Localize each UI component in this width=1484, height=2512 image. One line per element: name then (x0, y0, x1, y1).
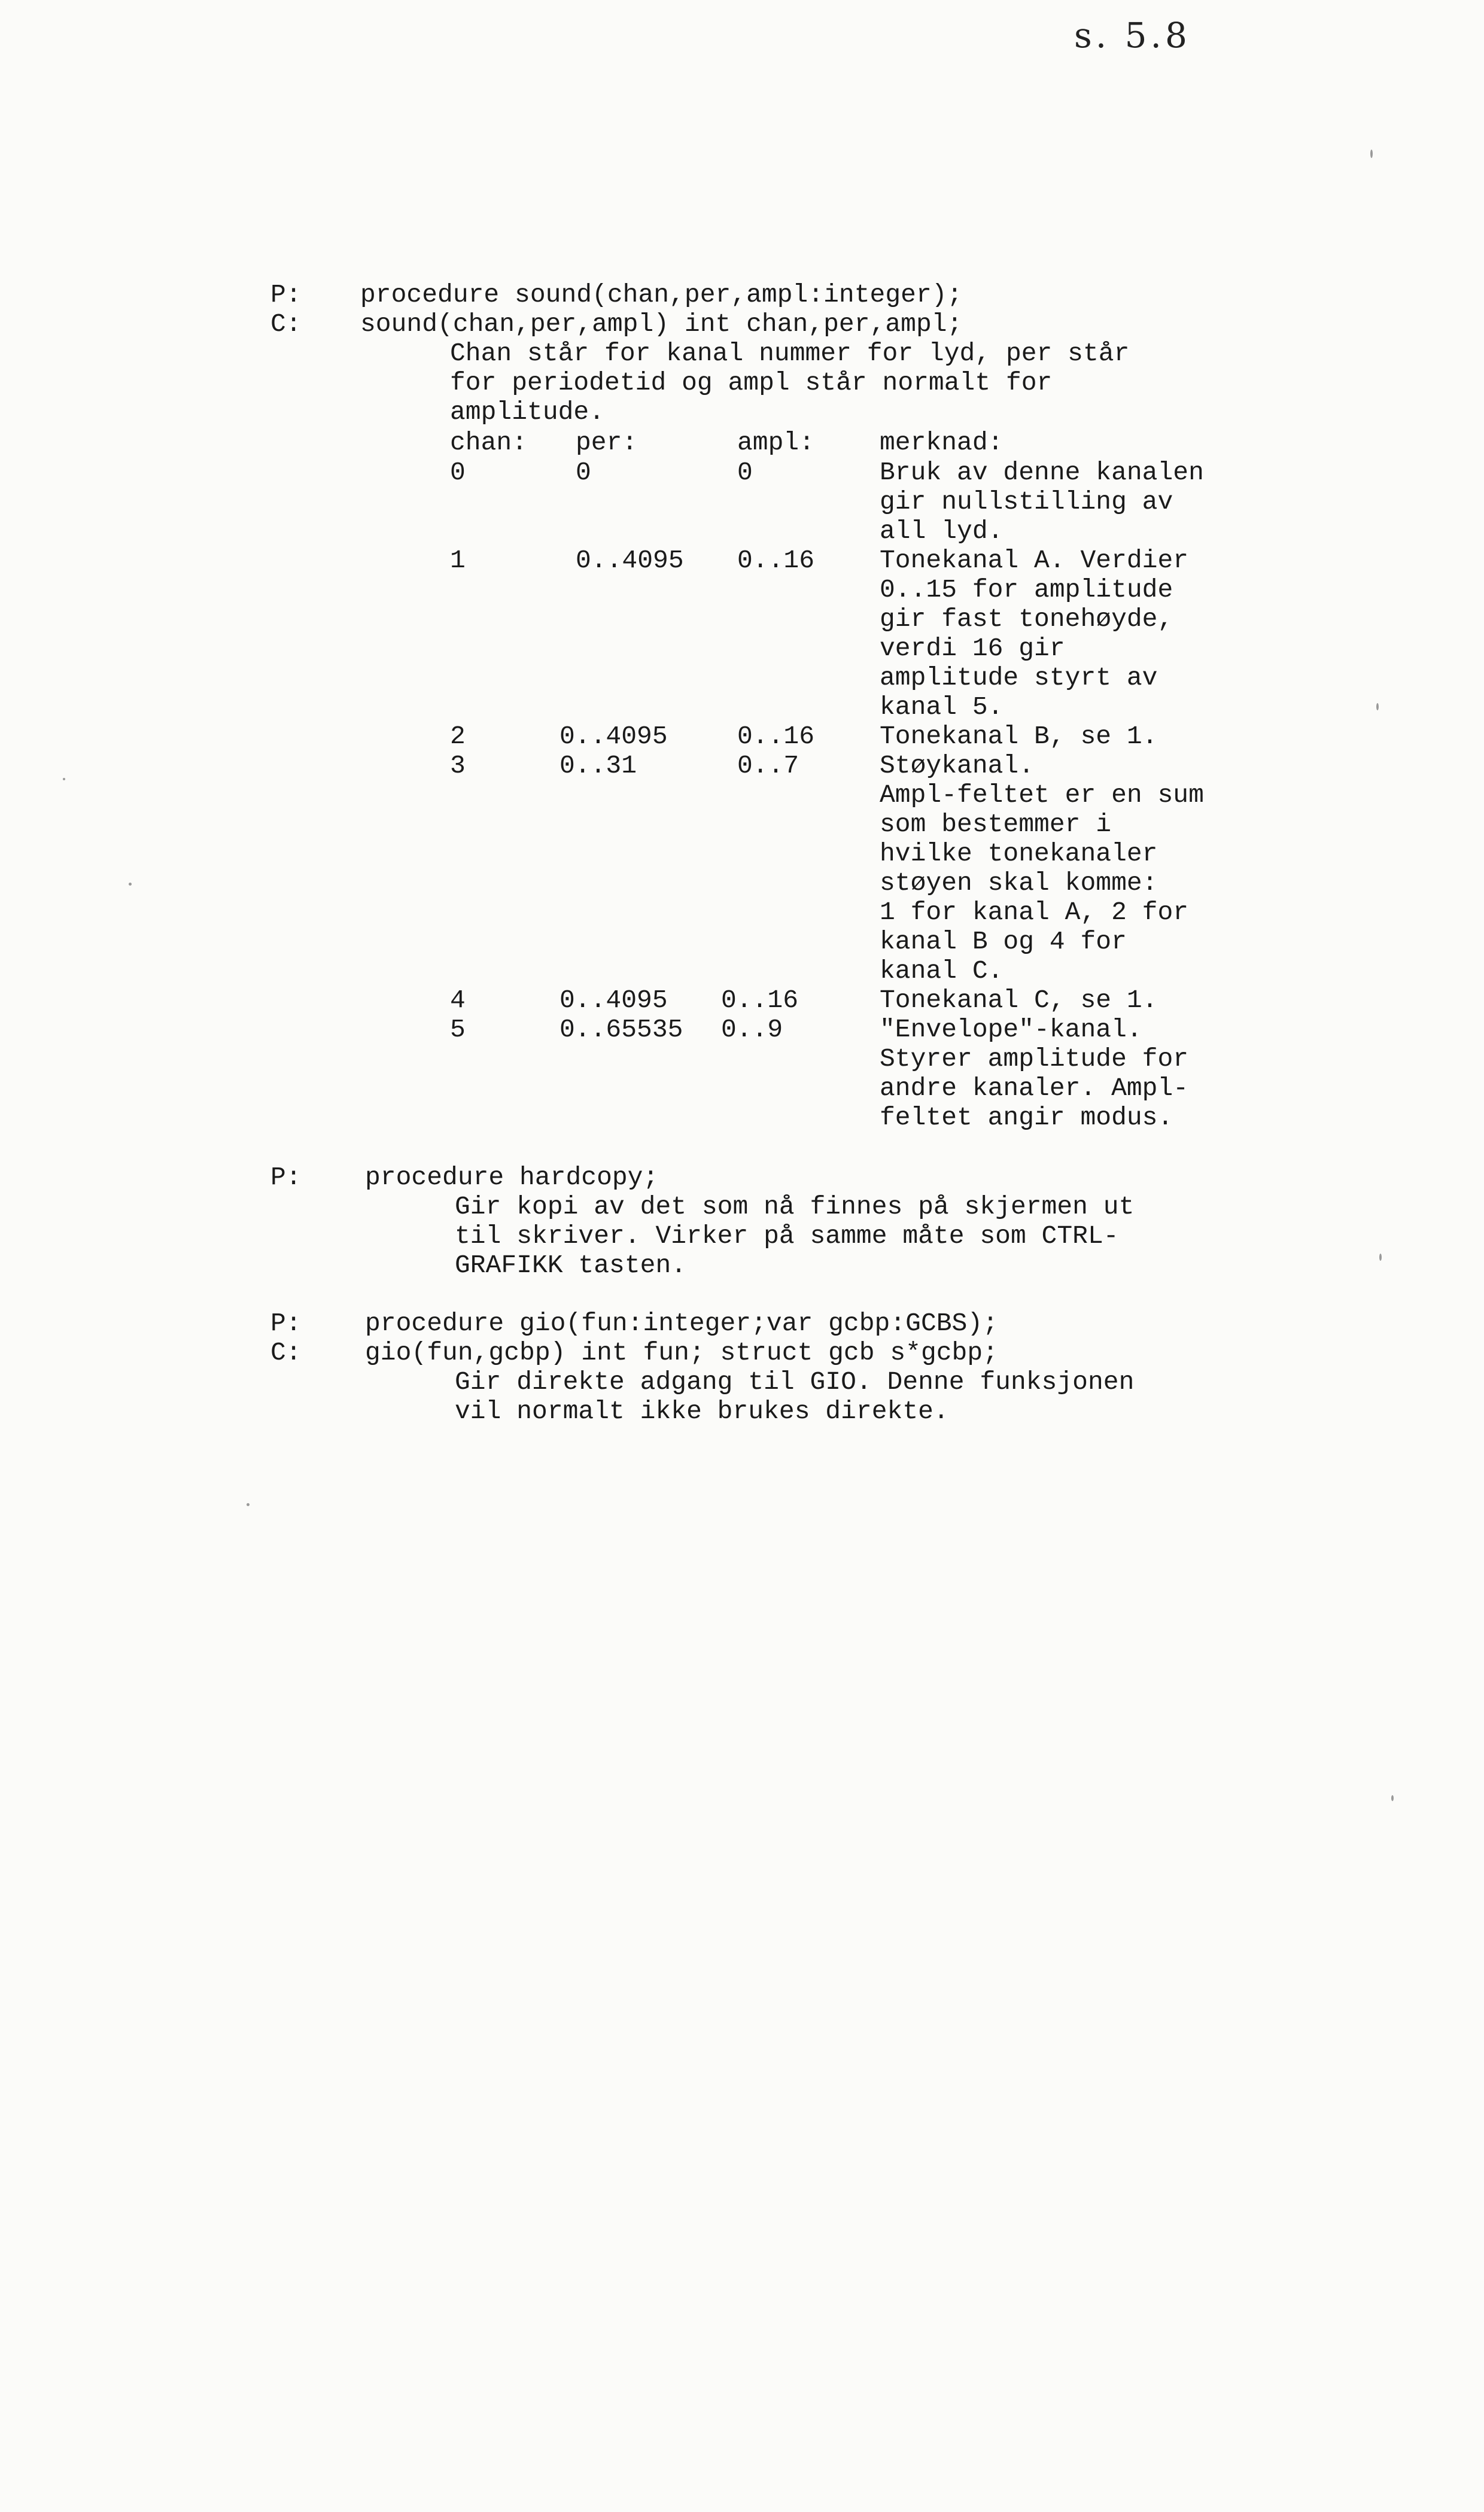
table-cell-note: feltet angir modus. (880, 1103, 1173, 1132)
sound-c-label: C: (270, 309, 302, 339)
hardcopy-pascal-signature: procedure hardcopy; (365, 1163, 659, 1192)
gio-pascal-label: P: (270, 1309, 302, 1338)
gio-description-line: Gir direkte adgang til GIO. Denne funksjonen (455, 1367, 1135, 1397)
table-cell-note: støyen skal komme: (880, 868, 1158, 898)
table-cell-per: 0..65535 (559, 1015, 683, 1044)
table-cell-note: Tonekanal B, se 1. (880, 722, 1158, 751)
hardcopy-description-line: GRAFIKK tasten. (455, 1251, 687, 1280)
table-cell-note: Bruk av denne kanalen (880, 458, 1204, 487)
table-cell-ampl: 0 (737, 458, 753, 487)
sound-pascal-label: P: (270, 280, 302, 309)
table-cell-ampl: 0..7 (737, 751, 799, 780)
table-cell-note: amplitude styrt av (880, 663, 1158, 692)
scan-speck (247, 1503, 250, 1506)
table-cell-note: Støykanal. (880, 751, 1035, 780)
page-number: s. 5.8 (1074, 15, 1191, 56)
column-header-note: merknad: (880, 428, 1003, 457)
table-cell-note: som bestemmer i (880, 810, 1112, 839)
scan-speck (1376, 703, 1379, 710)
table-cell-per: 0..31 (559, 751, 637, 780)
column-header-chan: chan: (450, 428, 528, 457)
table-cell-note: 0..15 for amplitude (880, 575, 1173, 604)
table-cell-note: gir fast tonehøyde, (880, 604, 1173, 634)
table-cell-chan: 0 (450, 458, 466, 487)
table-cell-note: kanal 5. (880, 692, 1003, 722)
table-cell-per: 0..4095 (559, 722, 668, 751)
gio-description-line: vil normalt ikke brukes direkte. (455, 1397, 949, 1426)
table-cell-chan: 2 (450, 722, 466, 751)
table-cell-note: Tonekanal C, se 1. (880, 986, 1158, 1015)
column-header-ampl: ampl: (737, 428, 815, 457)
table-cell-note: verdi 16 gir (880, 634, 1065, 663)
table-cell-note: 1 for kanal A, 2 for (880, 898, 1189, 927)
table-cell-note: andre kanaler. Ampl- (880, 1073, 1189, 1103)
table-cell-note: "Envelope"-kanal. (880, 1015, 1142, 1044)
sound-description-line: Chan står for kanal nummer for lyd, per står (450, 339, 1130, 368)
hardcopy-description-line: Gir kopi av det som nå finnes på skjermen ut (455, 1192, 1135, 1221)
table-cell-note: kanal C. (880, 956, 1003, 986)
table-cell-ampl: 0..9 (721, 1015, 783, 1044)
table-cell-chan: 5 (450, 1015, 466, 1044)
hardcopy-pascal-label: P: (270, 1163, 302, 1192)
table-cell-per: 0..4095 (576, 546, 684, 575)
table-cell-chan: 3 (450, 751, 466, 780)
table-cell-chan: 1 (450, 546, 466, 575)
hardcopy-description-line: til skriver. Virker på samme måte som CTRL- (455, 1221, 1119, 1251)
scan-speck (129, 883, 132, 886)
table-cell-note: Ampl-feltet er en sum (880, 780, 1204, 810)
table-cell-note: kanal B og 4 for (880, 927, 1127, 956)
table-cell-note: all lyd. (880, 516, 1003, 546)
column-header-per: per: (576, 428, 638, 457)
table-cell-note: hvilke tonekanaler (880, 839, 1158, 868)
table-cell-note: Styrer amplitude for (880, 1044, 1189, 1073)
table-cell-note: Tonekanal A. Verdier (880, 546, 1189, 575)
table-cell-chan: 4 (450, 986, 466, 1015)
table-cell-note: gir nullstilling av (880, 487, 1173, 516)
scan-speck (1370, 150, 1373, 158)
scan-speck (1379, 1254, 1382, 1261)
gio-c-signature: gio(fun,gcbp) int fun; struct gcb s*gcbp; (365, 1338, 998, 1367)
scan-speck (63, 778, 65, 780)
sound-c-signature: sound(chan,per,ampl) int chan,per,ampl; (360, 309, 963, 339)
table-cell-ampl: 0..16 (737, 546, 815, 575)
sound-description-line: amplitude. (450, 397, 605, 427)
gio-c-label: C: (270, 1338, 302, 1367)
gio-pascal-signature: procedure gio(fun:integer;var gcbp:GCBS); (365, 1309, 998, 1338)
table-cell-ampl: 0..16 (721, 986, 799, 1015)
sound-pascal-signature: procedure sound(chan,per,ampl:integer); (360, 280, 963, 309)
table-cell-ampl: 0..16 (737, 722, 815, 751)
scan-speck (1391, 1795, 1394, 1801)
table-cell-per: 0..4095 (559, 986, 668, 1015)
sound-description-line: for periodetid og ampl står normalt for (450, 368, 1053, 397)
table-cell-per: 0 (576, 458, 591, 487)
